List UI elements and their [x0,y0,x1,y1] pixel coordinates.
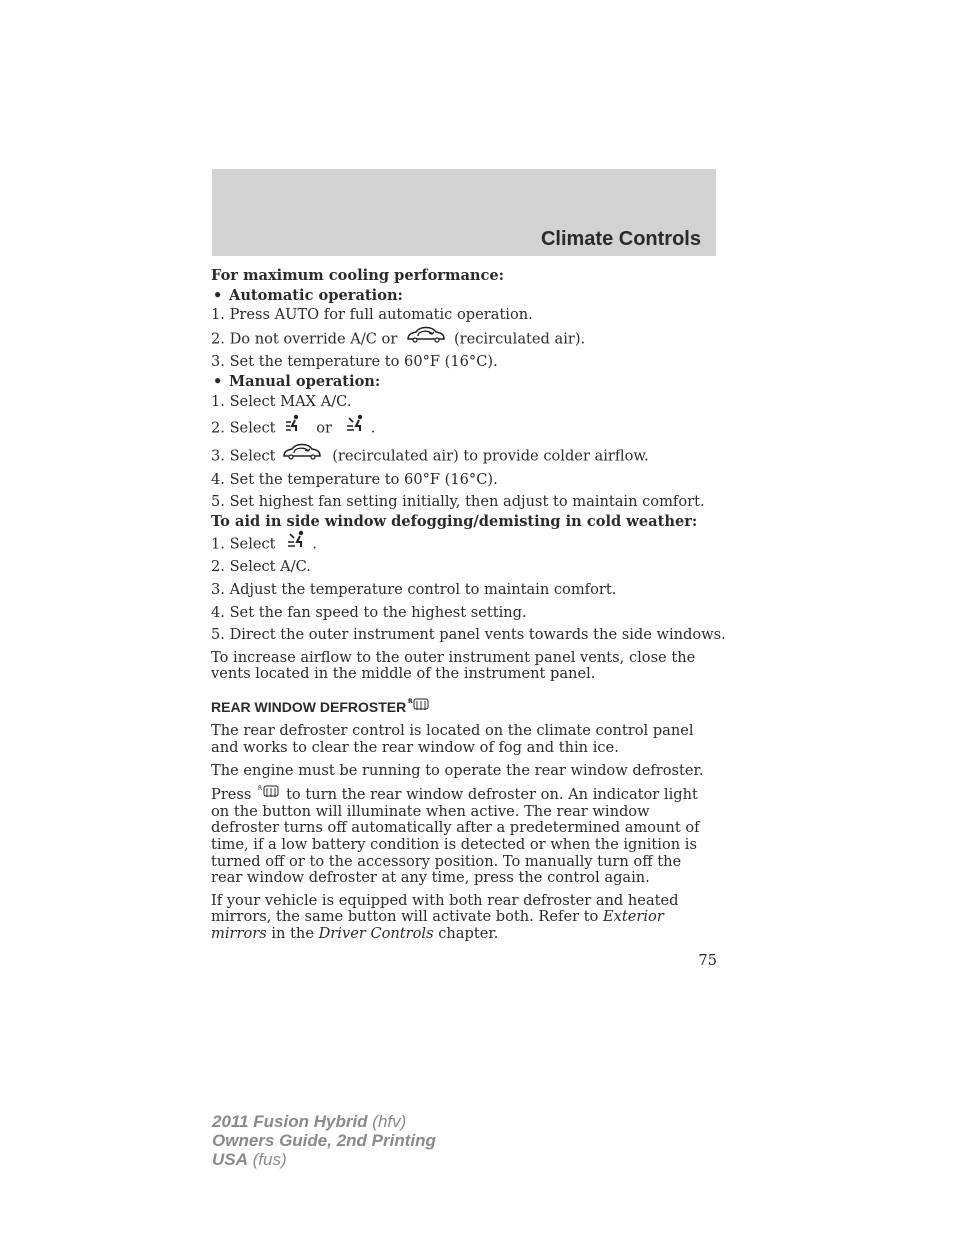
defog-step-4: 4. Set the fan speed to the highest setting. [211,603,527,621]
manual-step-5: 5. Set highest fan setting initially, then adjust to maintain comfort. [211,493,705,511]
rear-defroster-p1: The rear defroster control is located on the climate control panel and works to clear the rear window of fog and thin ice. [211,722,694,757]
page-content [211,267,726,969]
floor-defrost-airflow-icon [345,414,365,437]
defog-step-3: 3. Adjust the temperature control to maintain comfort. [211,580,617,598]
manual-step-1: 1. Select MAX A/C. [211,392,352,410]
rear-defrost-icon-2 [258,784,280,803]
footer [212,1112,436,1169]
recirculated-air-icon-2 [282,441,322,466]
panel-floor-airflow-icon [284,414,302,437]
defog-note: To increase airflow to the outer instrument panel vents, close the vents located in the middle of the instrument panel. [211,648,696,683]
footer-line-1: 2011 Fusion Hybrid (hfv) [212,1112,407,1131]
rear-defroster-p2: The engine must be running to operate the rear window defroster. [211,761,704,779]
rear-defroster-p3: Press R to turn the rear window defroster on. An indicator light on the button will illuminate when active. The rear window defroster turns off automatically after a predetermined amount of time, if a low battery condition is detected or when the ignition is turned off or to the accessory position. To manually turn off the rear window defroster at any time, press the control again. [211,784,700,887]
defog-heading: To aid in side window defogging/demisting in cold weather: [211,512,698,530]
rear-defrost-icon [408,697,430,715]
exterior-mirrors-reference: Exterior mirrors [211,908,664,942]
defog-step-2: 2. Select A/C. [211,558,311,576]
page-title: Climate Controls [540,228,701,250]
footer-line-3: USA (fus) [212,1150,287,1169]
svg-text:R: R [258,784,263,792]
manual-heading: • Manual operation: [213,372,381,390]
defog-step-5: 5. Direct the outer instrument panel vents towards the side windows. [211,626,726,644]
floor-defrost-airflow-icon-2 [286,530,306,553]
footer-line-2: Owners Guide, 2nd Printing [212,1131,436,1150]
driver-controls-reference: Driver Controls [318,925,434,942]
header-band [212,169,716,256]
manual-step-3: 3. Select (recirculated air) to provide colder airflow. [211,447,717,466]
page-number: 75 [698,951,717,969]
rear-defroster-p4: If your vehicle is equipped with both rear defroster and heated mirrors, the same button will activate both. Refer to Exterior mirrors in the Driver Controls chapter. [211,891,679,942]
auto-step-3: 3. Set the temperature to 60°F (16°C). [211,353,498,371]
manual-step-4: 4. Set the temperature to 60°F (16°C). [211,470,498,488]
rear-defroster-heading: REAR WINDOW DEFROSTER R [211,699,717,716]
auto-step-1: 1. Press AUTO for full automatic operation. [211,306,533,324]
auto-step-2: 2. Do not override A/C or (recirculated air). [211,330,717,349]
cooling-heading: For maximum cooling performance: [211,267,505,284]
auto-heading: • Automatic operation: [213,286,403,304]
manual-step-2: 2. Select or . [211,420,717,437]
defog-step-1: 1. Select . [211,536,717,553]
recirculated-air-icon [406,324,446,349]
svg-text:R: R [408,698,413,706]
